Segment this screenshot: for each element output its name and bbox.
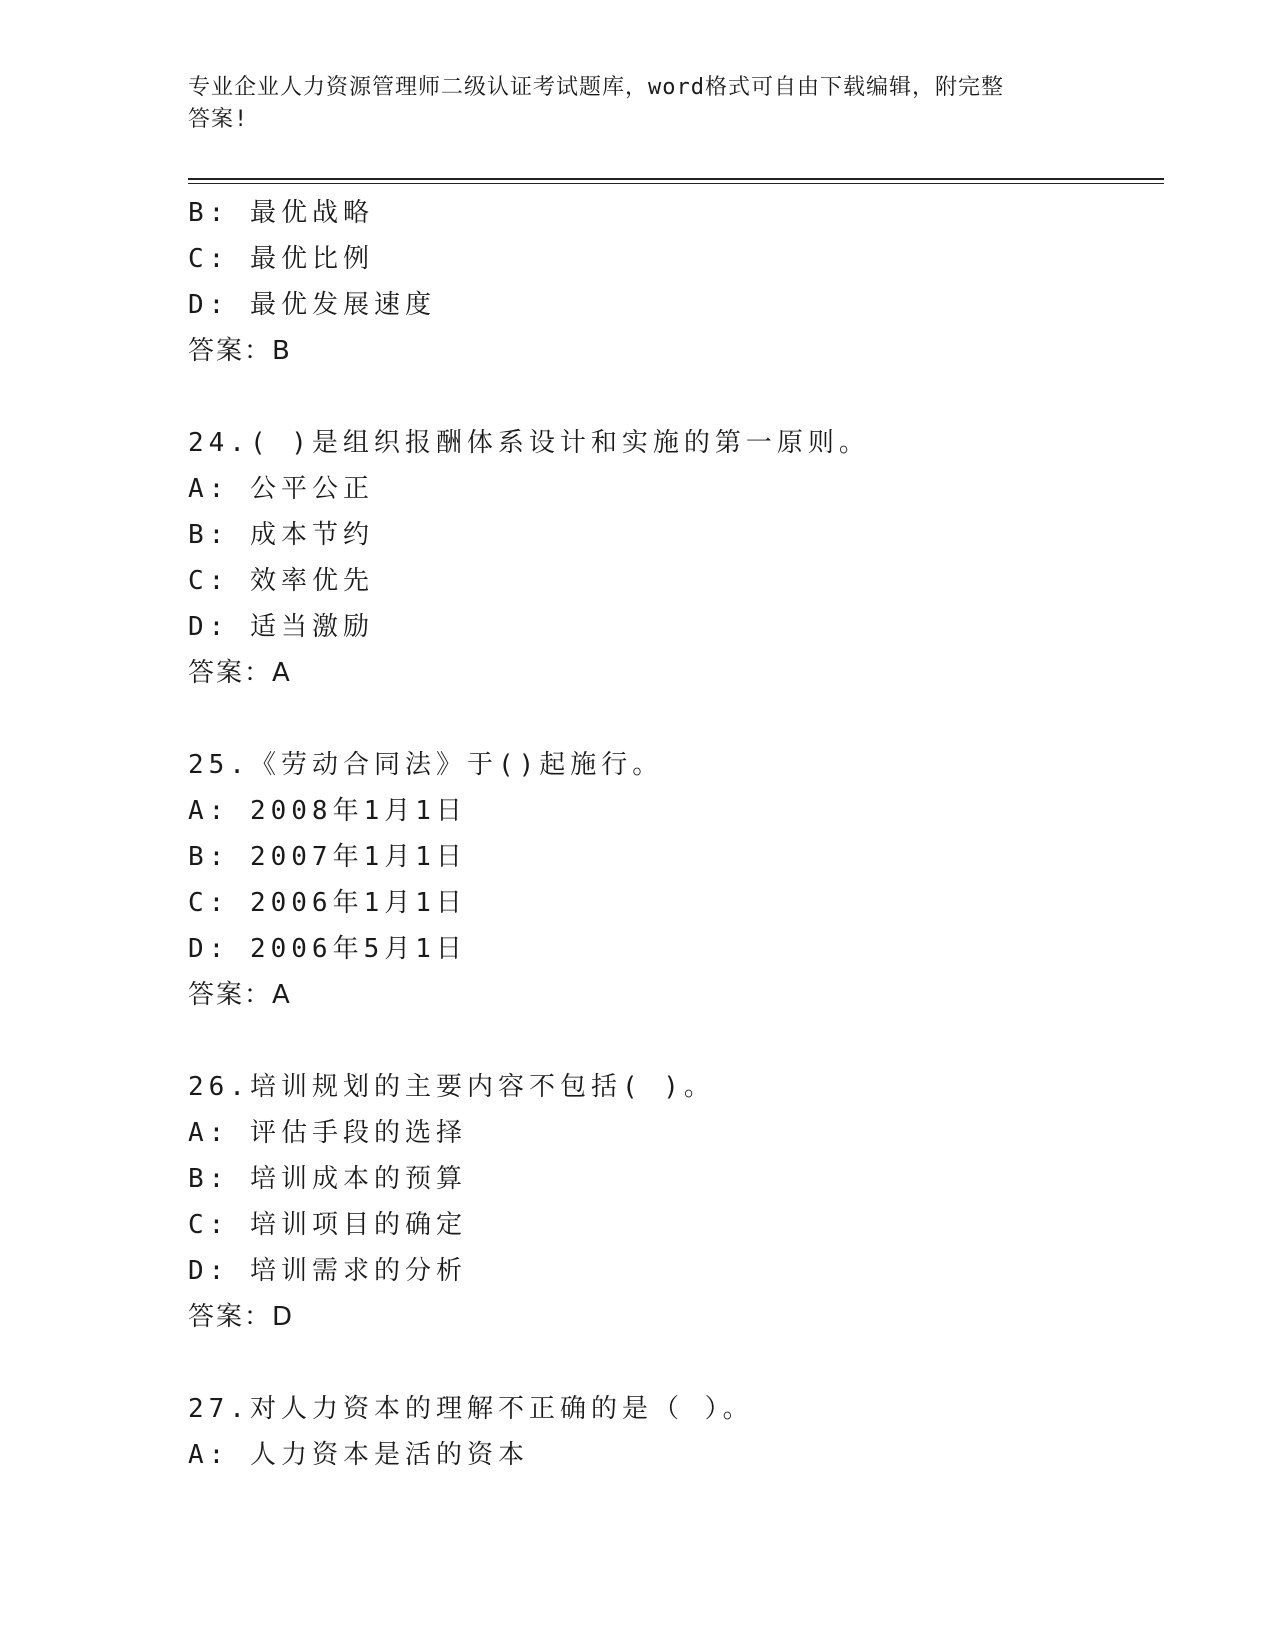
answer-line: 答案：B [188, 336, 292, 366]
header-line-2: 答案! [188, 107, 249, 132]
question-stem: 26.培训规划的主要内容不包括( )。 [188, 1072, 715, 1102]
option-c: C: 最优比例 [188, 244, 374, 274]
option-d: D: 培训需求的分析 [188, 1256, 467, 1286]
option-d: D: 2006年5月1日 [188, 934, 467, 964]
option-a: A: 人力资本是活的资本 [188, 1440, 529, 1470]
header-line-1: 专业企业人力资源管理师二级认证考试题库，word格式可自由下载编辑，附完整 [188, 75, 1004, 100]
question-block-26 [188, 1064, 1168, 1340]
option-a: A: 2008年1月1日 [188, 796, 467, 826]
question-list [188, 190, 1168, 1478]
option-c: C: 效率优先 [188, 566, 374, 596]
option-c: C: 2006年1月1日 [188, 888, 467, 918]
option-a: A: 公平公正 [188, 474, 374, 504]
question-stem: 27.对人力资本的理解不正确的是（ ）。 [188, 1394, 754, 1424]
option-d: D: 最优发展速度 [188, 290, 436, 320]
option-b: B: 2007年1月1日 [188, 842, 467, 872]
spacer [188, 1340, 1168, 1386]
option-d: D: 适当激励 [188, 612, 374, 642]
question-block-continued [188, 190, 1168, 374]
option-c: C: 培训项目的确定 [188, 1210, 467, 1240]
question-block-25 [188, 742, 1168, 1018]
option-b: B: 培训成本的预算 [188, 1164, 467, 1194]
option-b: B: 最优战略 [188, 198, 374, 228]
answer-line: 答案：A [188, 980, 292, 1010]
question-stem: 25.《劳动合同法》于()起施行。 [188, 750, 664, 780]
question-block-27 [188, 1386, 1168, 1478]
answer-line: 答案：D [188, 1302, 295, 1332]
question-block-24 [188, 420, 1168, 696]
header-rule-thin [188, 183, 1164, 184]
header-rule-thick [188, 178, 1164, 180]
spacer [188, 696, 1168, 742]
spacer [188, 374, 1168, 420]
option-b: B: 成本节约 [188, 520, 374, 550]
spacer [188, 1018, 1168, 1064]
document-header [188, 72, 1088, 136]
answer-line: 答案：A [188, 658, 292, 688]
option-a: A: 评估手段的选择 [188, 1118, 467, 1148]
question-stem: 24.( )是组织报酬体系设计和实施的第一原则。 [188, 428, 870, 458]
